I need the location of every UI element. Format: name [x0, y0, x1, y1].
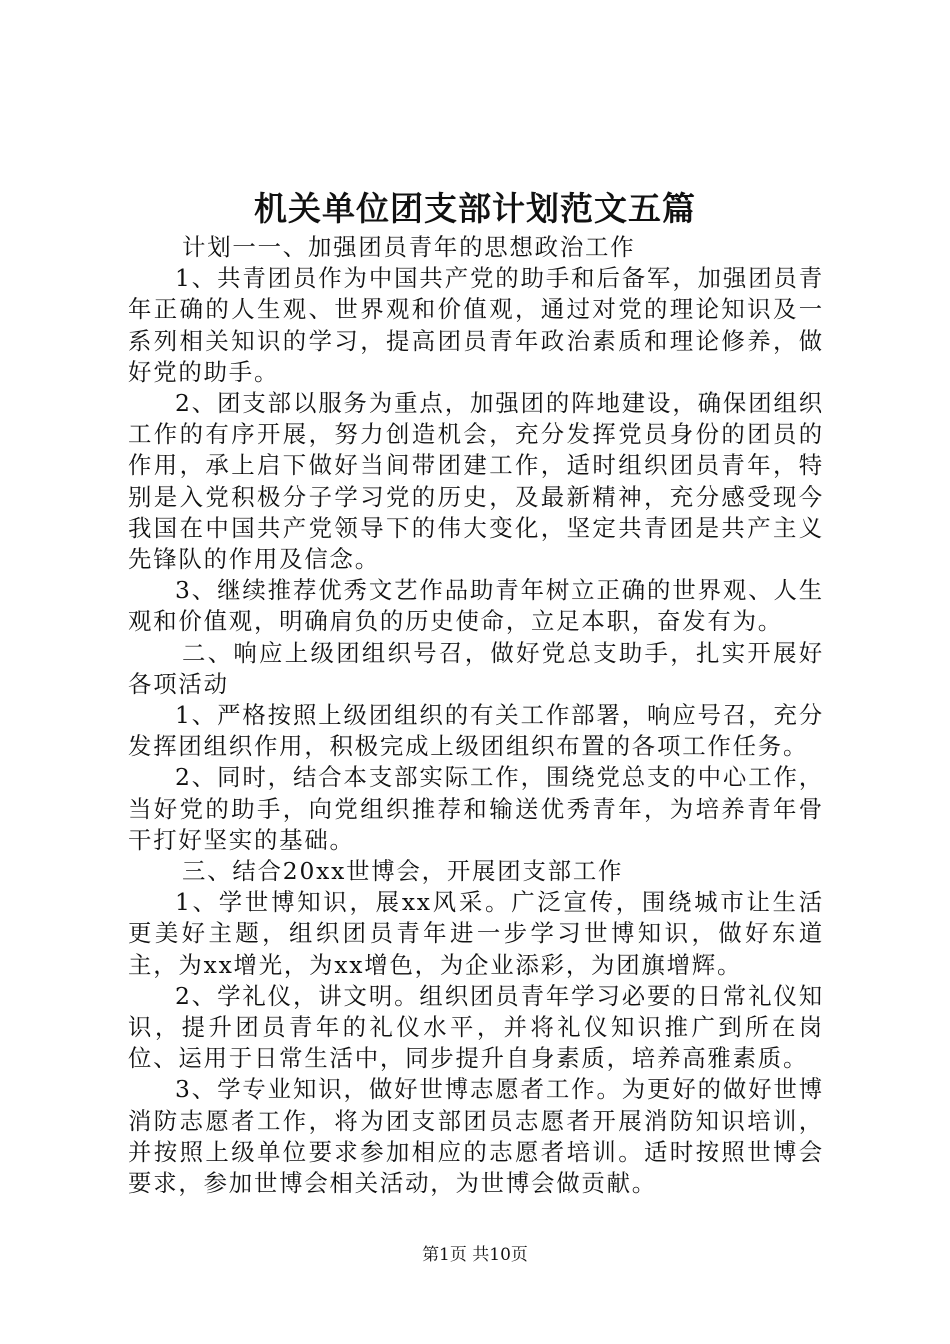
paragraph: 2、学礼仪，讲文明。组织团员青年学习必要的日常礼仪知识，提升团员青年的礼仪水平，并将礼仪知识推广到所在岗位、运用于日常生活中，同步提升自身素质，培养高雅素质。	[128, 981, 824, 1073]
paragraph: 1、严格按照上级团组织的有关工作部署，响应号召，充分发挥团组织作用，积极完成上级团组织布置的各项工作任务。	[128, 701, 824, 761]
document-body	[128, 232, 824, 1199]
section-heading-1: 计划一一、加强团员青年的思想政治工作	[182, 233, 636, 261]
paragraph: 1、共青团员作为中国共产党的助手和后备军，加强团员青年正确的人生观、世界观和价值观，通过对党的理论知识及一系列相关知识的学习，提高团员青年政治素质和理论修养，做好党的助手。	[128, 264, 824, 386]
paragraph: 2、团支部以服务为重点，加强团的阵地建设，确保团组织工作的有序开展，努力创造机会，充分发挥党员身份的团员的作用，承上启下做好当间带团建工作，适时组织团员青年，特别是入党积极分子学习党的历史，及最新精神，充分感受现今我国在中国共产党领导下的伟大变化，坚定共青团是共产主义先锋队的作用及信念。	[128, 389, 824, 574]
section-heading-2: 二、响应上级团组织号召，做好党总支助手，扎实开展好各项活动	[128, 638, 824, 698]
paragraph: 3、继续推荐优秀文艺作品助青年树立正确的世界观、人生观和价值观，明确肩负的历史使命，立足本职，奋发有为。	[128, 576, 824, 636]
paragraph: 3、学专业知识，做好世博志愿者工作。为更好的做好世博消防志愿者工作，将为团支部团员志愿者开展消防知识培训，并按照上级单位要求参加相应的志愿者培训。适时按照世博会要求，参加世博会相关活动，为世博会做贡献。	[128, 1075, 824, 1198]
page-number: 第1页 共10页	[422, 1245, 528, 1265]
document-title: 机关单位团支部计划范文五篇	[254, 189, 696, 228]
section-heading-3: 三、结合20xx世博会，开展团支部工作	[182, 857, 624, 886]
paragraph: 2、同时，结合本支部实际工作，围绕党总支的中心工作，当好党的助手，向党组织推荐和输送优秀青年，为培养青年骨干打好坚实的基础。	[128, 763, 824, 854]
paragraph: 1、学世博知识，展xx风采。广泛宣传，围绕城市让生活更美好主题，组织团员青年进一步学习世博知识，做好东道主，为xx增光，为xx增色，为企业添彩，为团旗增辉。	[128, 888, 824, 979]
